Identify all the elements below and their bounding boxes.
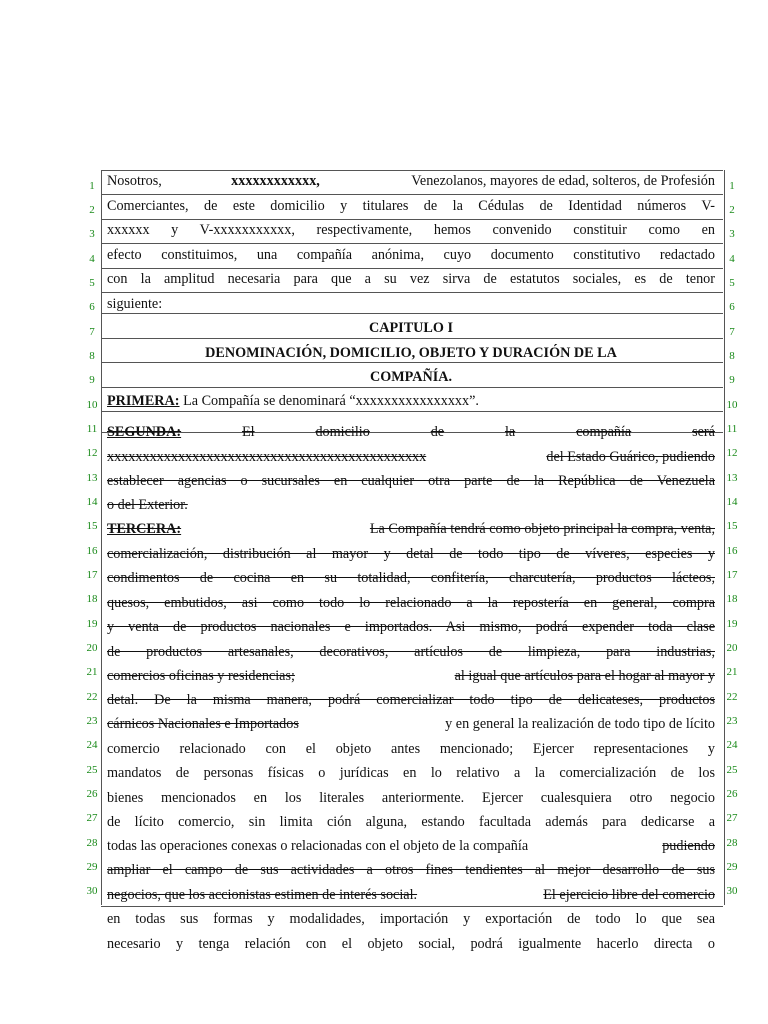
text-line: con la amplitud necesaria para que a su vez sirva de estatutos sociales, es de tenor <box>107 271 715 287</box>
clause-text: todas las operaciones conexas o relacionadas con el objeto de la compañía <box>107 838 529 854</box>
rule <box>101 219 723 220</box>
line-number: 17 <box>86 569 98 581</box>
text-line: quesos, embutidos, asi como todo lo relacionado a la repostería en general, compra <box>107 595 715 611</box>
line-number: 18 <box>726 593 738 605</box>
text-line <box>107 424 715 441</box>
rule <box>101 387 723 388</box>
line-number: 15 <box>86 520 98 532</box>
line-number: 6 <box>729 301 735 313</box>
clause-word: de <box>430 424 445 440</box>
line-number: 2 <box>729 204 735 216</box>
line-number: 8 <box>89 350 95 362</box>
text-line: comercio relacionado con el objeto antes mencionado; Ejercer representaciones y <box>107 741 715 757</box>
rule <box>101 292 723 293</box>
intro-name: xxxxxxxxxxxx, <box>231 173 320 189</box>
line-number: 26 <box>726 788 738 800</box>
clause-label: PRIMERA: <box>107 393 180 409</box>
line-number: 3 <box>729 228 735 240</box>
line-number: 15 <box>726 520 738 532</box>
text-line: en todas sus formas y modalidades, importación y exportación de todo lo que sea <box>107 911 715 927</box>
line-number: 14 <box>86 496 98 508</box>
line-number: 26 <box>86 788 98 800</box>
line-number: 8 <box>729 350 735 362</box>
intro-word: Nosotros, <box>107 173 162 189</box>
line-number: 13 <box>86 472 98 484</box>
clause-text: y en general la realización de todo tipo de lícito <box>445 716 715 732</box>
line-number: 5 <box>729 277 735 289</box>
line-number: 4 <box>729 253 735 265</box>
clause-word: será <box>692 424 715 440</box>
chapter-title: CAPITULO I <box>369 320 453 336</box>
clause-text: La Compañía tendrá como objeto principal la compra, venta, <box>369 521 715 537</box>
text-line <box>107 716 715 733</box>
chapter-heading: COMPAÑÍA. <box>369 369 453 385</box>
text-line: comercialización, distribución al mayor y detal de todo tipo de víveres, especies y <box>107 546 715 562</box>
clause-text: xxxxxxxxxxxxxxxxxxxxxxxxxxxxxxxxxxxxxxxxxxxxx <box>107 449 427 465</box>
line-number: 1 <box>89 180 95 192</box>
rule <box>101 170 723 171</box>
line-number: 21 <box>726 666 738 678</box>
line-number: 22 <box>726 691 738 703</box>
clause-label: SEGUNDA: <box>107 424 182 440</box>
line-number: 28 <box>86 837 98 849</box>
rule <box>101 411 723 412</box>
line-number: 23 <box>726 715 738 727</box>
line-number: 30 <box>86 885 98 897</box>
clause-word: domicilio <box>315 424 370 440</box>
line-number: 11 <box>86 423 98 435</box>
text-line <box>107 838 715 855</box>
line-number: 12 <box>86 447 98 459</box>
clause-text: El ejercicio libre del comercio <box>543 887 715 903</box>
line-number: 27 <box>726 812 738 824</box>
line-number: 3 <box>89 228 95 240</box>
text-line: necesario y tenga relación con el objeto social, podrá igualmente hacerlo directa o <box>107 936 715 952</box>
line-number: 1 <box>729 180 735 192</box>
text-line <box>107 668 715 685</box>
text-line: de lícito comercio, sin limita ción alguna, estando facultada además para dedicarse a <box>107 814 715 830</box>
line-number: 24 <box>726 739 738 751</box>
line-number: 16 <box>86 545 98 557</box>
line-number: 25 <box>726 764 738 776</box>
line-number: 18 <box>86 593 98 605</box>
line-number: 9 <box>89 374 95 386</box>
rule <box>101 243 723 244</box>
text-line <box>107 449 715 466</box>
clause-text: La Compañía se denominará “xxxxxxxxxxxxxxxx”. <box>183 393 479 409</box>
text-line: o del Exterior. <box>107 497 188 513</box>
rule <box>101 338 723 339</box>
rule <box>101 362 723 363</box>
clause-label: TERCERA: <box>107 521 182 537</box>
chapter-heading: DENOMINACIÓN, DOMICILIO, OBJETO Y DURACIÓN DE LA <box>205 345 617 361</box>
text-line: condimentos de cocina en su totalidad, confitería, charcutería, productos lácteos, <box>107 570 715 586</box>
text-line: bienes mencionados en los literales anteriormente. Ejercer cualesquiera otro negocio <box>107 790 715 806</box>
line-number: 4 <box>89 253 95 265</box>
text-line <box>107 521 715 538</box>
text-line: ampliar el campo de sus actividades a otros fines tendientes al mejor desarrollo de sus <box>107 862 715 878</box>
line-number: 22 <box>86 691 98 703</box>
text-line: Comerciantes, de este domicilio y titulares de la Cédulas de Identidad números V- <box>107 198 715 214</box>
text-line: y venta de productos nacionales e importados. Asi mismo, podrá expender toda clase <box>107 619 715 635</box>
line-number: 25 <box>86 764 98 776</box>
line-number: 2 <box>89 204 95 216</box>
line-number: 10 <box>726 399 738 411</box>
line-number: 17 <box>726 569 738 581</box>
line-number: 11 <box>726 423 738 435</box>
line-number: 12 <box>726 447 738 459</box>
line-number: 29 <box>726 861 738 873</box>
clause-word: la <box>504 424 516 440</box>
line-number: 10 <box>86 399 98 411</box>
line-number: 28 <box>726 837 738 849</box>
clause-word: El <box>241 424 255 440</box>
line-number: 14 <box>726 496 738 508</box>
rule <box>101 313 723 314</box>
line-number: 16 <box>726 545 738 557</box>
line-number: 20 <box>86 642 98 654</box>
text-line: siguiente: <box>107 296 163 312</box>
clause-text: pudiendo <box>662 838 715 854</box>
text-line: de productos artesanales, decorativos, artículos de limpieza, para industrias, <box>107 644 715 660</box>
text-line: detal. De la misma manera, podrá comercializar todo tipo de delicateses, productos <box>107 692 715 708</box>
clause-word: compañía <box>576 424 632 440</box>
clause-text: cárnicos Nacionales e Importados <box>107 716 299 732</box>
text-line: efecto constituimos, una compañía anónima, cuyo documento constitutivo redactado <box>107 247 715 263</box>
line-number: 30 <box>726 885 738 897</box>
text-line: mandatos de personas físicas o jurídicas en lo relativo a la comercialización de los <box>107 765 715 781</box>
text-line: establecer agencias o sucursales en cualquier otra parte de la República de Venezuela <box>107 473 715 489</box>
text-line <box>107 173 715 190</box>
line-number: 19 <box>726 618 738 630</box>
rule <box>101 268 723 269</box>
clause-text: comercios oficinas y residencias; <box>107 668 295 684</box>
line-number: 7 <box>729 326 735 338</box>
line-number: 20 <box>726 642 738 654</box>
line-number: 7 <box>89 326 95 338</box>
line-number: 27 <box>86 812 98 824</box>
clause-text: negocios, que los accionistas estimen de interés social. <box>107 887 418 903</box>
line-number: 24 <box>86 739 98 751</box>
line-number: 19 <box>86 618 98 630</box>
line-number: 21 <box>86 666 98 678</box>
line-number: 5 <box>89 277 95 289</box>
line-number: 9 <box>729 374 735 386</box>
line-number: 13 <box>726 472 738 484</box>
text-line: xxxxxx y V-xxxxxxxxxxx, respectivamente, hemos convenido constituir como en <box>107 222 715 238</box>
clause-text: al igual que artículos para el hogar al mayor y <box>454 668 715 684</box>
rule <box>101 194 723 195</box>
text-line <box>107 393 715 410</box>
line-number: 6 <box>89 301 95 313</box>
line-number: 29 <box>86 861 98 873</box>
intro-text: Venezolanos, mayores de edad, solteros, de Profesión <box>411 173 715 189</box>
clause-text: del Estado Guárico, pudiendo <box>546 449 715 465</box>
line-number: 23 <box>86 715 98 727</box>
rule <box>101 906 723 907</box>
text-line <box>107 887 715 904</box>
